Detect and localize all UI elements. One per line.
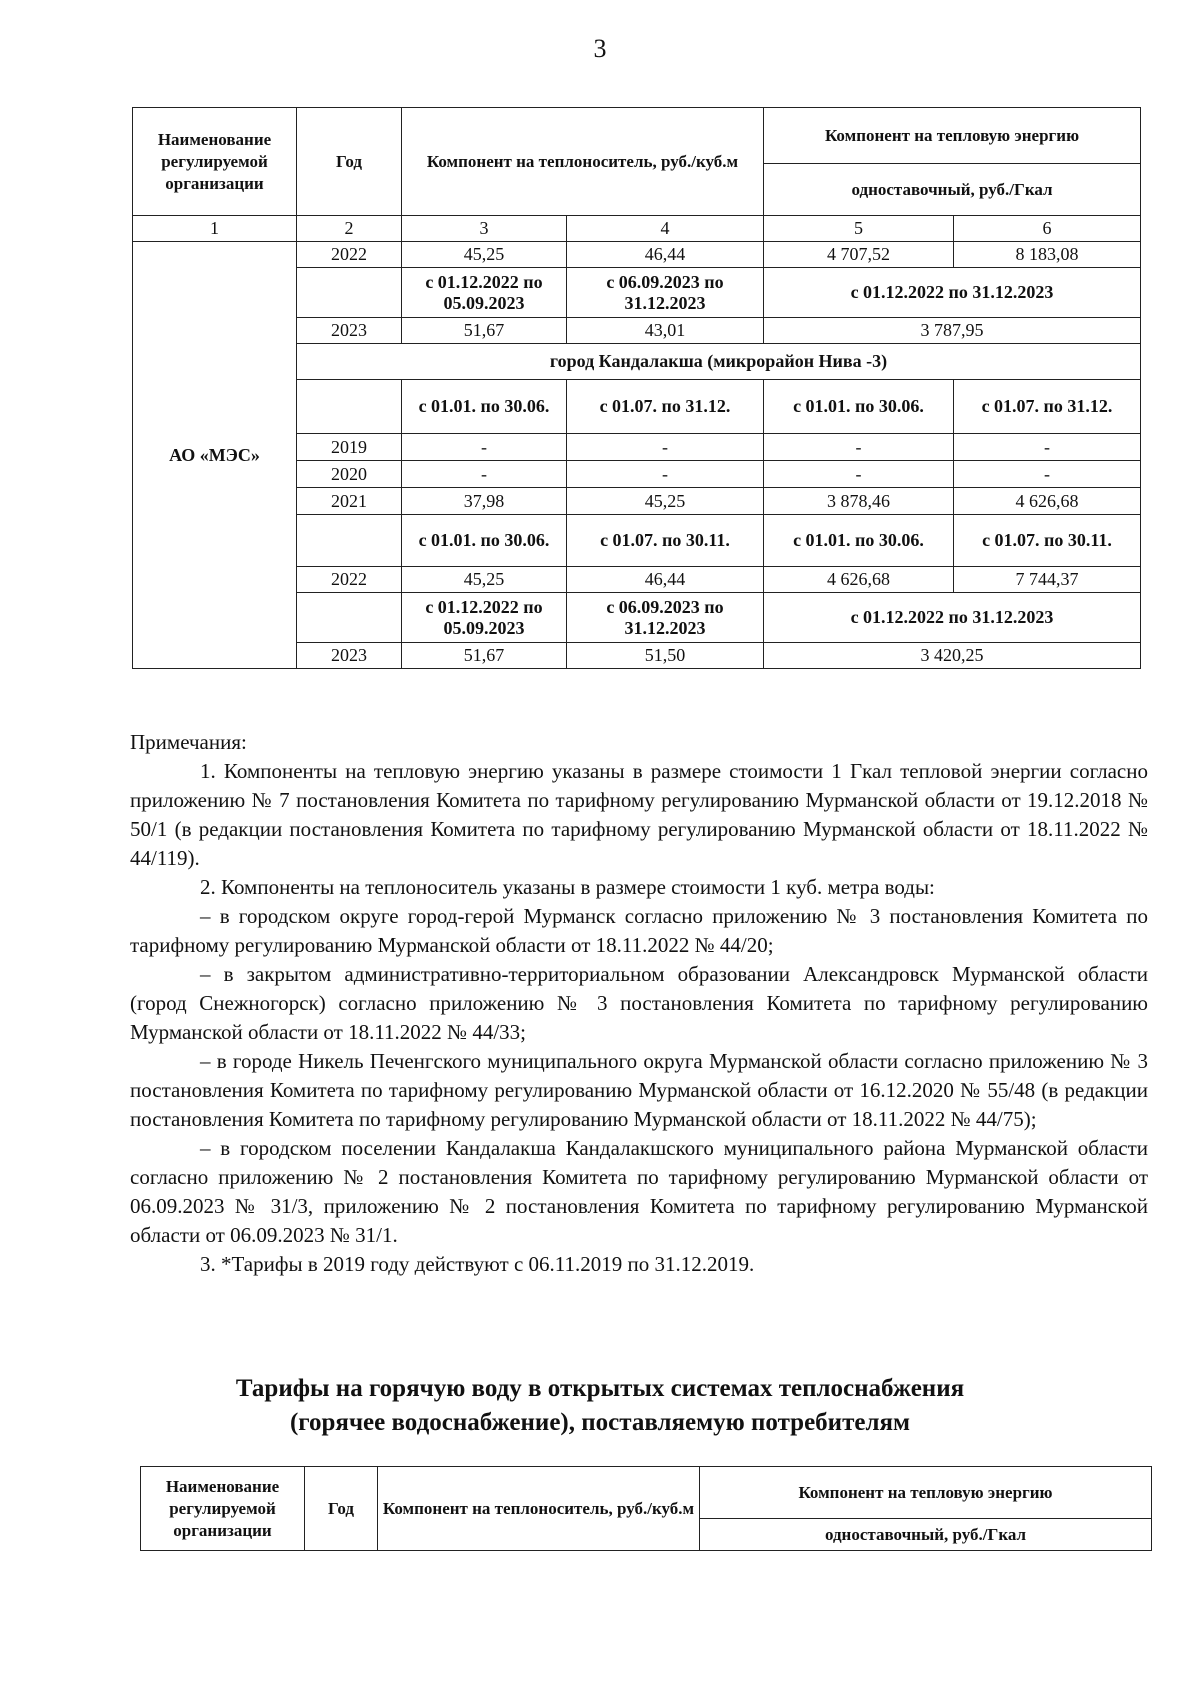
col-num-1: 1 — [133, 216, 297, 242]
col-num-6: 6 — [954, 216, 1141, 242]
note-2-item-4: – в городском поселении Кандалакша Кандалакшского муниципального района Мурманской области согласно приложению № 2 постановления Комитета по тарифному регулированию Мурманской области от 06.09.2023 № 31/3, приложению № 2 постановления Комитета по тарифному регулированию Мурманской области от 06.09.2023 № 31/1. — [130, 1136, 1148, 1247]
year-cell-empty — [297, 593, 402, 643]
period-cell: с 01.07. по 31.12. — [954, 380, 1141, 434]
period-cell: с 01.12.2022 по 31.12.2023 — [764, 593, 1141, 643]
value-cell: 4 626,68 — [954, 488, 1141, 515]
period-cell: с 01.12.2022 по 05.09.2023 — [402, 268, 567, 318]
period-cell: с 01.01. по 30.06. — [764, 515, 954, 567]
period-cell: с 06.09.2023 по 31.12.2023 — [567, 593, 764, 643]
year-cell-empty — [297, 380, 402, 434]
col-num-5: 5 — [764, 216, 954, 242]
period-cell: с 01.12.2022 по 31.12.2023 — [764, 268, 1141, 318]
table-row — [133, 242, 1141, 268]
header-energy-sub: одноставочный, руб./Гкал — [764, 164, 1141, 216]
note-2: 2. Компоненты на теплоноситель указаны в размере стоимости 1 куб. метра воды: — [200, 875, 935, 899]
period-cell: с 01.07. по 30.11. — [954, 515, 1141, 567]
page-number: 3 — [593, 34, 607, 63]
header-energy-sub: одноставочный, руб./Гкал — [700, 1519, 1152, 1551]
value-cell: 46,44 — [567, 567, 764, 593]
value-cell: 45,25 — [402, 567, 567, 593]
notes-title: Примечания: — [130, 730, 247, 754]
header-energy: Компонент на тепловую энергию — [764, 108, 1141, 164]
value-cell: 37,98 — [402, 488, 567, 515]
year-cell: 2023 — [297, 643, 402, 669]
col-num-2: 2 — [297, 216, 402, 242]
section-title-line-2: (горячее водоснабжение), поставляемую потребителям — [289, 1409, 911, 1436]
period-cell: с 01.07. по 31.12. — [567, 380, 764, 434]
notes-block — [130, 728, 1148, 1279]
header-coolant: Компонент на теплоноситель, руб./куб.м — [378, 1467, 700, 1551]
period-cell: с 01.01. по 30.06. — [402, 380, 567, 434]
year-cell: 2022 — [297, 242, 402, 268]
note-2-item-1: – в городском округе город-герой Мурманск согласно приложению № 3 постановления Комитета по тарифному регулированию Мурманской области от 18.11.2022 № 44/20; — [130, 904, 1148, 957]
tariff-table-open-systems — [140, 1466, 1152, 1551]
value-cell: 51,67 — [402, 318, 567, 344]
value-cell: - — [764, 434, 954, 461]
value-cell: 3 878,46 — [764, 488, 954, 515]
col-num-3: 3 — [402, 216, 567, 242]
col-num-4: 4 — [567, 216, 764, 242]
section-title — [0, 1372, 1200, 1440]
year-cell: 2021 — [297, 488, 402, 515]
header-org: Наименование регулируемой организации — [141, 1467, 305, 1551]
period-cell: с 01.01. по 30.06. — [764, 380, 954, 434]
value-cell: 45,25 — [567, 488, 764, 515]
year-cell: 2019 — [297, 434, 402, 461]
value-cell: - — [567, 434, 764, 461]
value-cell: 3 787,95 — [764, 318, 1141, 344]
value-cell: - — [764, 461, 954, 488]
value-cell: 45,25 — [402, 242, 567, 268]
value-cell: 8 183,08 — [954, 242, 1141, 268]
section-title-line-1: Тарифы на горячую воду в открытых системах теплоснабжения — [235, 1375, 965, 1402]
year-cell: 2020 — [297, 461, 402, 488]
table-header-row — [133, 108, 1141, 164]
year-cell: 2023 — [297, 318, 402, 344]
year-cell: 2022 — [297, 567, 402, 593]
value-cell: 4 707,52 — [764, 242, 954, 268]
period-cell: с 01.07. по 30.11. — [567, 515, 764, 567]
period-cell: с 01.01. по 30.06. — [402, 515, 567, 567]
table-header-row — [141, 1467, 1152, 1519]
value-cell: - — [954, 461, 1141, 488]
year-cell-empty — [297, 268, 402, 318]
value-cell: 46,44 — [567, 242, 764, 268]
note-1: 1. Компоненты на тепловую энергию указаны в размере стоимости 1 Гкал тепловой энергии согласно приложению № 7 постановления Комитета по тарифному регулированию Мурманской области от 19.12.2018 № 50/1 (в редакции постановления Комитета по тарифному регулированию Мурманской области от 18.11.2022 № 44/119). — [130, 759, 1148, 870]
note-3: 3. *Тарифы в 2019 году действуют с 06.11.2019 по 31.12.2019. — [200, 1252, 755, 1276]
header-org: Наименование регулируемой организации — [133, 108, 297, 216]
header-year: Год — [297, 108, 402, 216]
org-name-cell: АО «МЭС» — [133, 242, 297, 669]
value-cell: 4 626,68 — [764, 567, 954, 593]
header-coolant: Компонент на теплоноситель, руб./куб.м — [402, 108, 764, 216]
value-cell: - — [402, 434, 567, 461]
city-cell: город Кандалакша (микрорайон Нива -3) — [297, 344, 1141, 380]
value-cell: 3 420,25 — [764, 643, 1141, 669]
table-row-numbers — [133, 216, 1141, 242]
year-cell-empty — [297, 515, 402, 567]
note-2-item-3: – в городе Никель Печенгского муниципального округа Мурманской области согласно приложению № 3 постановления Комитета по тарифному регулированию Мурманской области от 16.12.2020 № 55/48 (в редакции постановления Комитета по тарифному регулированию Мурманской области от 18.11.2022 № 44/75); — [130, 1049, 1148, 1131]
value-cell: 7 744,37 — [954, 567, 1141, 593]
value-cell: 51,50 — [567, 643, 764, 669]
value-cell: - — [402, 461, 567, 488]
note-2-item-2: – в закрытом административно-территориальном образовании Александровск Мурманской области (город Снежногорск) согласно приложению № 3 постановления Комитета по тарифному регулированию Мурманской области от 18.11.2022 № 44/33; — [130, 962, 1148, 1044]
tariff-table-main — [132, 107, 1141, 669]
value-cell: - — [567, 461, 764, 488]
period-cell: с 01.12.2022 по 05.09.2023 — [402, 593, 567, 643]
value-cell: - — [954, 434, 1141, 461]
header-energy: Компонент на тепловую энергию — [700, 1467, 1152, 1519]
value-cell: 43,01 — [567, 318, 764, 344]
header-year: Год — [305, 1467, 378, 1551]
period-cell: с 06.09.2023 по 31.12.2023 — [567, 268, 764, 318]
value-cell: 51,67 — [402, 643, 567, 669]
